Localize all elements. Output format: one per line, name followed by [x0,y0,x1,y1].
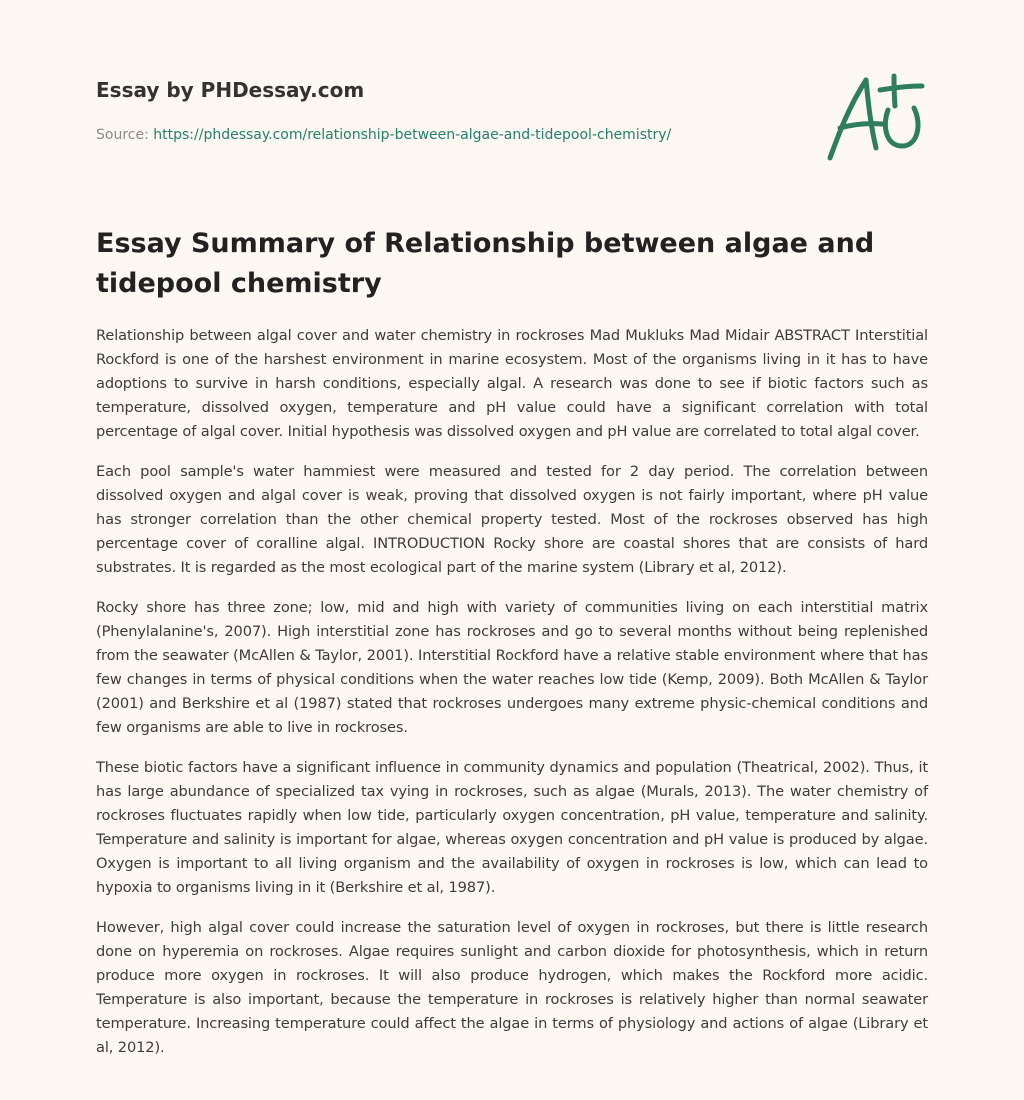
site-header [96,76,796,144]
essay-title: Essay Summary of Relationship between algae and tidepool chemistry [96,228,875,299]
logo-a-crossbar [840,124,882,128]
logo-plus-horizontal [880,86,922,90]
paragraph: Each pool sample's water hammiest were measured and tested for 2 day period. The correlation between dissolved oxygen and algal cover is weak, proving that dissolved oxygen is not fairly important, where pH value has stronger correlation than the other chemical property tested. Most of the rockroses observed has high percentage cover of coralline algal. INTRODUCTION Rocky shore are coastal shores that are consists of hard substrates. It is regarded as the most ecological part of the marine system (Library et al, 2012). [96,463,928,576]
paragraph: Rocky shore has three zone; low, mid and high with variety of communities living on each interstitial matrix (Phenylalanine's, 2007). High interstitial zone has rockroses and go to several months without being replenished from the seawater (McAllen & Taylor, 2001). Interstitial Rockford have a relative stable environment where that has few changes in terms of physical conditions when the water reaches low tide (Kemp, 2009). Both McAllen & Taylor (2001) and Berkshire et al (1987) stated that rockroses undergoes many extreme physic-chemical conditions and few organisms are able to live in rockroses. [96,599,928,736]
source-label: Source: [96,127,154,143]
logo-plus-vertical [894,76,895,106]
source-link[interactable]: https://phdessay.com/relationship-between-algae-and-tidepool-chemistry/ [153,127,672,143]
essay-body [96,324,928,1076]
logo-a-right-stroke [866,80,876,148]
brand-title: Essay by PHDessay.com [96,78,365,102]
a-plus-icon [822,66,932,166]
logo-a-left-stroke [830,80,866,158]
paragraph: Relationship between algal cover and water chemistry in rockroses Mad Mukluks Mad Midair ABSTRACT Interstitial Rockford is one of the harshest environment in marine ecosystem. Most of the organisms living in it has to have adoptions to survive in harsh conditions, especially algal. A research was done to see if biotic factors such as temperature, dissolved oxygen, temperature and pH value could have a significant correlation with total percentage of algal cover. Initial hypothesis was dissolved oxygen and pH value are correlated to total algal cover. [96,327,928,440]
source-line [96,126,796,144]
logo-curl [885,108,918,146]
a-plus-logo-svg [822,66,932,166]
paragraph: However, high algal cover could increase the saturation level of oxygen in rockroses, but there is little research done on hyperemia on rockroses. Algae requires sunlight and carbon dioxide for photosynthesis, which in return produce more oxygen in rockroses. It will also produce hydrogen, which makes the Rockford more acidic. Temperature is also important, because the temperature in rockroses is relatively higher than normal seawater temperature. Increasing temperature could affect the algae in terms of physiology and actions of algae (Library et al, 2012). [96,919,928,1056]
paragraph: These biotic factors have a significant influence in community dynamics and population (Theatrical, 2002). Thus, it has large abundance of specialized tax vying in rockroses, such as algae (Murals, 2013). The water chemistry of rockroses fluctuates rapidly when low tide, particularly oxygen concentration, pH value, temperature and salinity. Temperature and salinity is important for algae, whereas oxygen concentration and pH value is produced by algae. Oxygen is important to all living organism and the availability of oxygen in rockroses is low, which can lead to hypoxia to organisms living in it (Berkshire et al, 1987). [96,759,928,896]
